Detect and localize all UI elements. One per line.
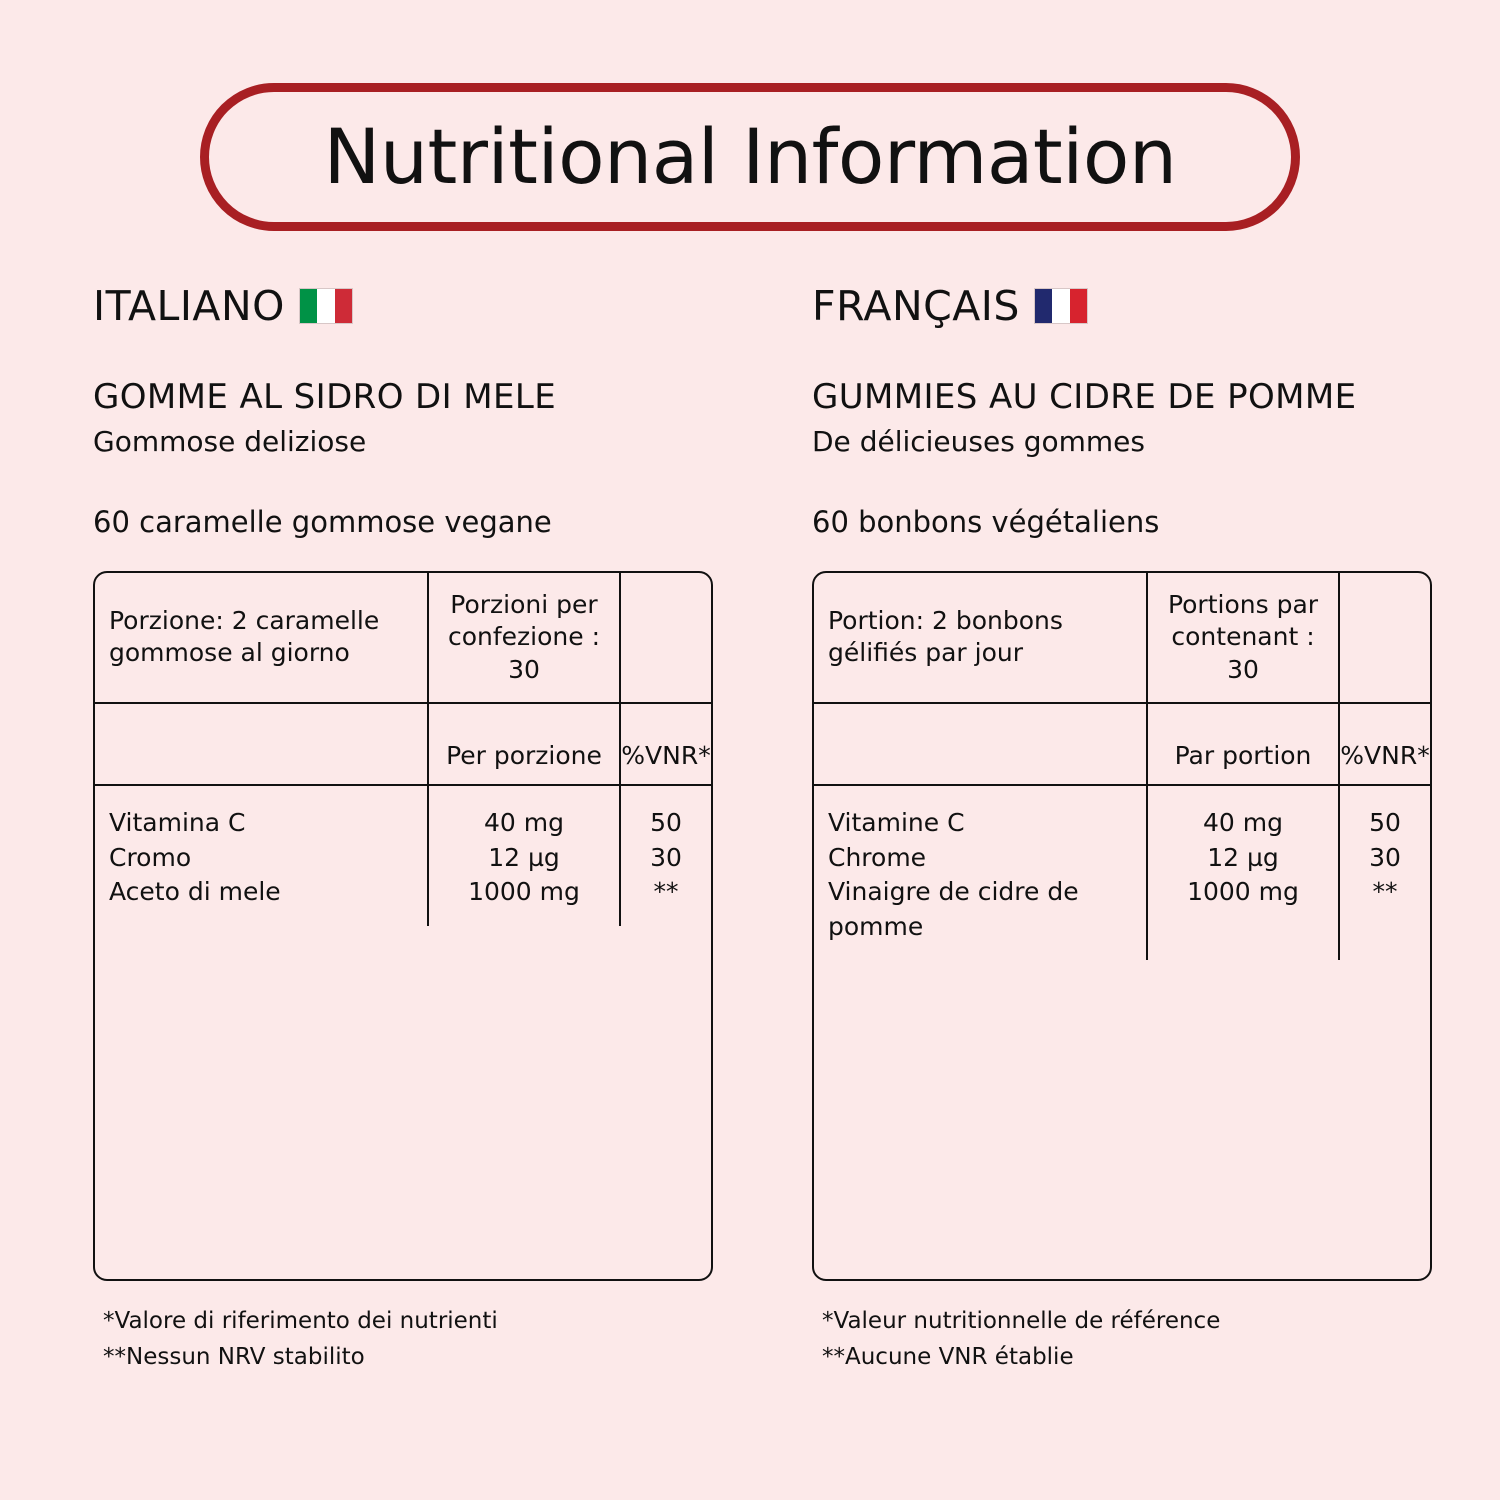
nutrient-percent-cell bbox=[1340, 786, 1430, 960]
empty-cell bbox=[621, 573, 711, 703]
list-item: Vitamine C bbox=[828, 808, 965, 838]
language-label: ITALIANO bbox=[93, 282, 285, 330]
per-serving-header: Par portion bbox=[1148, 704, 1340, 784]
servings-per-container-cell: Porzioni per confezione : 30 bbox=[429, 573, 621, 703]
table-row-nutrients bbox=[814, 786, 1430, 960]
page-title: Nutritional Information bbox=[323, 112, 1177, 201]
percent-header: %VNR* bbox=[1340, 740, 1430, 770]
nutrient-amounts-cell bbox=[1148, 786, 1340, 960]
nutrient-percent-list bbox=[1354, 806, 1416, 910]
nutrient-names-cell bbox=[95, 786, 429, 926]
empty-cell bbox=[1340, 573, 1430, 703]
table-row-header bbox=[814, 704, 1430, 786]
table-row-nutrients bbox=[95, 786, 711, 926]
footnote-line: *Valore di riferimento dei nutrienti bbox=[103, 1307, 498, 1334]
serving-size-cell: Portion: 2 bonbons gélifiés par jour bbox=[814, 573, 1148, 703]
language-heading-row bbox=[812, 280, 1442, 332]
header-empty-cell bbox=[95, 704, 429, 784]
italy-flag-icon bbox=[299, 288, 353, 324]
product-count-line: 60 caramelle gommose vegane bbox=[93, 504, 552, 539]
nutrient-percent-list bbox=[635, 806, 697, 910]
list-item: 1000 mg bbox=[1187, 877, 1299, 907]
nutrition-table bbox=[812, 571, 1432, 1281]
list-item: 1000 mg bbox=[468, 877, 580, 907]
language-column-italian bbox=[93, 280, 723, 1376]
language-column-french bbox=[812, 280, 1442, 1376]
list-item: Cromo bbox=[109, 842, 192, 872]
nutrient-name-list bbox=[828, 806, 1132, 944]
list-item: Vitamina C bbox=[109, 808, 246, 838]
language-label: FRANÇAIS bbox=[812, 282, 1020, 330]
product-subtitle: Gommose deliziose bbox=[93, 425, 367, 459]
nutrient-amount-list bbox=[1162, 806, 1324, 910]
list-item: 12 µg bbox=[1207, 842, 1279, 872]
list-item: 30 bbox=[650, 842, 682, 872]
product-subtitle: De délicieuses gommes bbox=[812, 425, 1145, 459]
france-flag-icon bbox=[1034, 288, 1088, 324]
header-empty-cell bbox=[814, 704, 1148, 784]
nutrient-amounts-cell bbox=[429, 786, 621, 926]
nutrient-names-cell bbox=[814, 786, 1148, 960]
list-item: 40 mg bbox=[1203, 808, 1283, 838]
list-item: Vinaigre de cidre de pomme bbox=[828, 877, 1079, 941]
nutrition-table bbox=[93, 571, 713, 1281]
list-item: 50 bbox=[650, 808, 682, 838]
nutrient-name-list bbox=[109, 806, 413, 910]
table-row-serving bbox=[95, 573, 711, 705]
table-row-header bbox=[95, 704, 711, 786]
page-title-box bbox=[200, 83, 1300, 231]
product-count-line: 60 bonbons végétaliens bbox=[812, 504, 1160, 539]
footnote-line: *Valeur nutritionnelle de référence bbox=[822, 1307, 1221, 1334]
list-item: Aceto di mele bbox=[109, 877, 281, 907]
list-item: ** bbox=[653, 877, 679, 907]
list-item: 40 mg bbox=[484, 808, 564, 838]
footnote-line: **Nessun NRV stabilito bbox=[103, 1344, 365, 1371]
per-serving-header: Per porzione bbox=[429, 704, 621, 784]
list-item: ** bbox=[1372, 877, 1398, 907]
list-item: 12 µg bbox=[488, 842, 560, 872]
nutrient-amount-list bbox=[443, 806, 605, 910]
list-item: Chrome bbox=[828, 842, 927, 872]
list-item: 30 bbox=[1369, 842, 1401, 872]
nutrient-percent-cell bbox=[621, 786, 711, 926]
percent-header: %VNR* bbox=[621, 740, 711, 770]
language-heading-row bbox=[93, 280, 723, 332]
footnote-line: **Aucune VNR établie bbox=[822, 1344, 1074, 1371]
product-name: GUMMIES AU CIDRE DE POMME bbox=[812, 377, 1357, 417]
table-row-serving bbox=[814, 573, 1430, 705]
footnotes bbox=[93, 1303, 723, 1377]
product-name: GOMME AL SIDRO DI MELE bbox=[93, 377, 557, 417]
serving-size-cell: Porzione: 2 caramelle gommose al giorno bbox=[95, 573, 429, 703]
footnotes bbox=[812, 1303, 1442, 1377]
list-item: 50 bbox=[1369, 808, 1401, 838]
servings-per-container-cell: Portions par contenant : 30 bbox=[1148, 573, 1340, 703]
